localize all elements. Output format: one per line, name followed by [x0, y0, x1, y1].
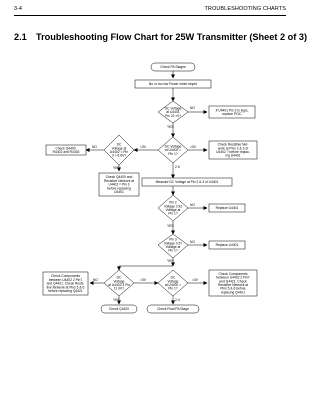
node-label-line: Check Q4400, — [55, 146, 77, 151]
node-label — [216, 206, 239, 210]
node-label — [149, 82, 197, 86]
node-label-line: Pin 1? — [168, 151, 178, 156]
node-replace-u4401-a — [209, 204, 245, 212]
node-label-line: U4401 — [114, 190, 124, 194]
edge-label-lt3v: <3V — [140, 145, 146, 149]
edge-label-gt3v: >3V — [190, 145, 196, 149]
node-label-line: 3 > 6.6V? — [111, 153, 127, 158]
edge-label-no-2: NO — [92, 145, 97, 149]
node-label-line: Check Final PA Stage — [157, 307, 189, 312]
node-decision-u4402-pin3 — [104, 135, 134, 165]
node-label-line: at U4402 = — [164, 148, 182, 153]
node-label-line: Check Q4420 — [108, 307, 130, 312]
edge-label-yes-2: YES — [113, 166, 120, 170]
node-check-q4420 — [101, 305, 137, 313]
node-label — [47, 274, 85, 293]
node-label-line: tive Network at Pins 5 & 6 — [46, 285, 85, 290]
node-label-line: Pins 5 & 6 before — [220, 286, 246, 291]
node-label-line: Check Components — [51, 274, 80, 279]
edge-label-no-3: NO — [190, 203, 195, 207]
node-label-line: before replacing — [107, 186, 131, 191]
edge-label-no-4: NO — [190, 240, 195, 244]
edge-label-yes-3: YES — [167, 224, 174, 228]
edge-label-gt3v-3: >3V — [192, 278, 198, 282]
node-label-line: Resistive Network at — [103, 178, 135, 183]
node-label-line: Resistive Network at — [217, 282, 249, 287]
node-label — [53, 146, 80, 154]
node-label — [160, 65, 186, 69]
node-decision-pin2 — [158, 195, 188, 221]
node-start — [151, 63, 195, 71]
node-label-line: Replace U4401 — [215, 243, 239, 248]
node-label-line: Voltage at — [165, 207, 181, 212]
node-label-line: Pin 3 — [169, 237, 177, 242]
node-label-line: before replacing Q4421 — [48, 289, 83, 293]
node-label — [109, 307, 129, 311]
node-check-q4400-network — [99, 173, 139, 196]
node-label-line: No or too low Power when keyed — [148, 82, 198, 87]
node-label-line: Voltage at — [165, 244, 181, 249]
node-label-line: DC — [116, 275, 122, 280]
node-label — [216, 272, 250, 295]
edge-label-yes-5: YES — [113, 298, 120, 302]
node-label-line: Pin 1? — [168, 248, 178, 253]
node-measure — [142, 178, 232, 186]
node-label-line: If U4401 Pin 2 is logic, — [215, 108, 249, 113]
node-label-line: replacing Q4421 — [220, 290, 246, 295]
node-label-line: DC — [170, 275, 176, 280]
node-label-line: Voltage — [167, 279, 179, 284]
node-decision-pin1-final — [158, 270, 188, 296]
node-label-line: DC — [116, 142, 122, 147]
node-label-line: Replace U4401 — [215, 206, 239, 211]
node-label-line: U4402 ? before replac- — [216, 149, 250, 154]
node-replace-pcic — [209, 106, 255, 118]
node-label-line: Voltage 0.92 — [163, 204, 183, 209]
node-label — [157, 307, 189, 311]
edge-label-yes-1: YES — [167, 125, 174, 129]
node-label-line: work at Pins 2 & 3 of — [217, 146, 249, 151]
page-number: 3-4 — [14, 6, 22, 12]
node-label-line: 11 0V? — [113, 286, 125, 291]
node-label-line: Pin 2 — [169, 200, 177, 205]
node-label — [216, 243, 239, 247]
node-label-line: Check Resistive Net- — [217, 142, 249, 147]
node-check-components-left — [43, 272, 88, 295]
node-label-line: replace PCIC — [222, 111, 242, 116]
node-label-line: Pin 22 >0? — [165, 113, 181, 118]
node-check-components-right — [209, 270, 257, 296]
node-label — [165, 106, 182, 117]
node-label-line: Check PA Stages — [160, 65, 186, 70]
node-label-line: R4402 and R4403 — [52, 149, 80, 154]
edge-label-yes-4: YES — [167, 259, 174, 263]
node-label-line: Pin 1? — [168, 286, 178, 291]
section-heading: Troubleshooting Flow Chart for 25W Transmitter (Sheet 2 of 3) — [36, 32, 308, 42]
node-label-line: Pin 1? — [168, 211, 178, 216]
node-label-line: Voltage — [113, 279, 125, 284]
node-label-line: at U4402 3 Pin — [108, 282, 130, 287]
node-label-line: Measure DC Voltage at Pin 2 & 3 of U4401 — [155, 180, 219, 185]
node-label-line: Voltage 0.5? — [163, 241, 183, 246]
node-check-final-pa — [147, 305, 199, 313]
node-label-line: at U4401 — [166, 110, 180, 115]
edge-label-range-24: 2-4 — [175, 298, 180, 302]
edge-label-gt3v-2: >3V — [140, 278, 146, 282]
edge-label-no-5: NO — [93, 278, 98, 282]
node-label-line: Check Components — [218, 271, 248, 276]
node-label-line: between U4402 2 Pin7 — [48, 277, 83, 282]
node-label-line: U4402 = Pin 3 — [108, 182, 130, 187]
node-label-line: Voltage at — [111, 146, 127, 151]
node-decision-pin3 — [158, 234, 188, 258]
node-decision-u4402-pin1 — [158, 137, 188, 163]
edge-label-no-1: NO — [190, 106, 195, 110]
node-decision-u4402-pin11 — [104, 270, 134, 296]
edge-label-range-23: 2-5 — [175, 165, 180, 169]
node-label-line: at U4402 = — [164, 282, 182, 287]
node-label-line: Check Q4400 and — [105, 175, 133, 180]
node-label-line: and Q4421. Check — [219, 279, 247, 284]
node-replace-u4401-b — [209, 241, 245, 249]
node-label-line: DC Voltage — [164, 106, 182, 111]
node-label — [156, 180, 219, 184]
node-label-line: ing U4401 — [225, 153, 241, 158]
section-title: TROUBLESHOOTING CHARTS — [204, 6, 286, 12]
node-no-power — [135, 80, 211, 88]
node-decision-u4401-pin22 — [158, 101, 188, 123]
node-check-resistive — [209, 141, 257, 159]
node-label-line: U4402 = Pin — [109, 149, 129, 154]
node-label-line: DC Voltage — [164, 144, 182, 149]
node-check-q4400 — [46, 145, 86, 155]
node-label-line: between U4402 2 Pin7 — [216, 275, 250, 280]
node-label-line: and Q4421. Check Resis- — [46, 281, 85, 286]
section-number: 2.1 — [14, 32, 27, 42]
